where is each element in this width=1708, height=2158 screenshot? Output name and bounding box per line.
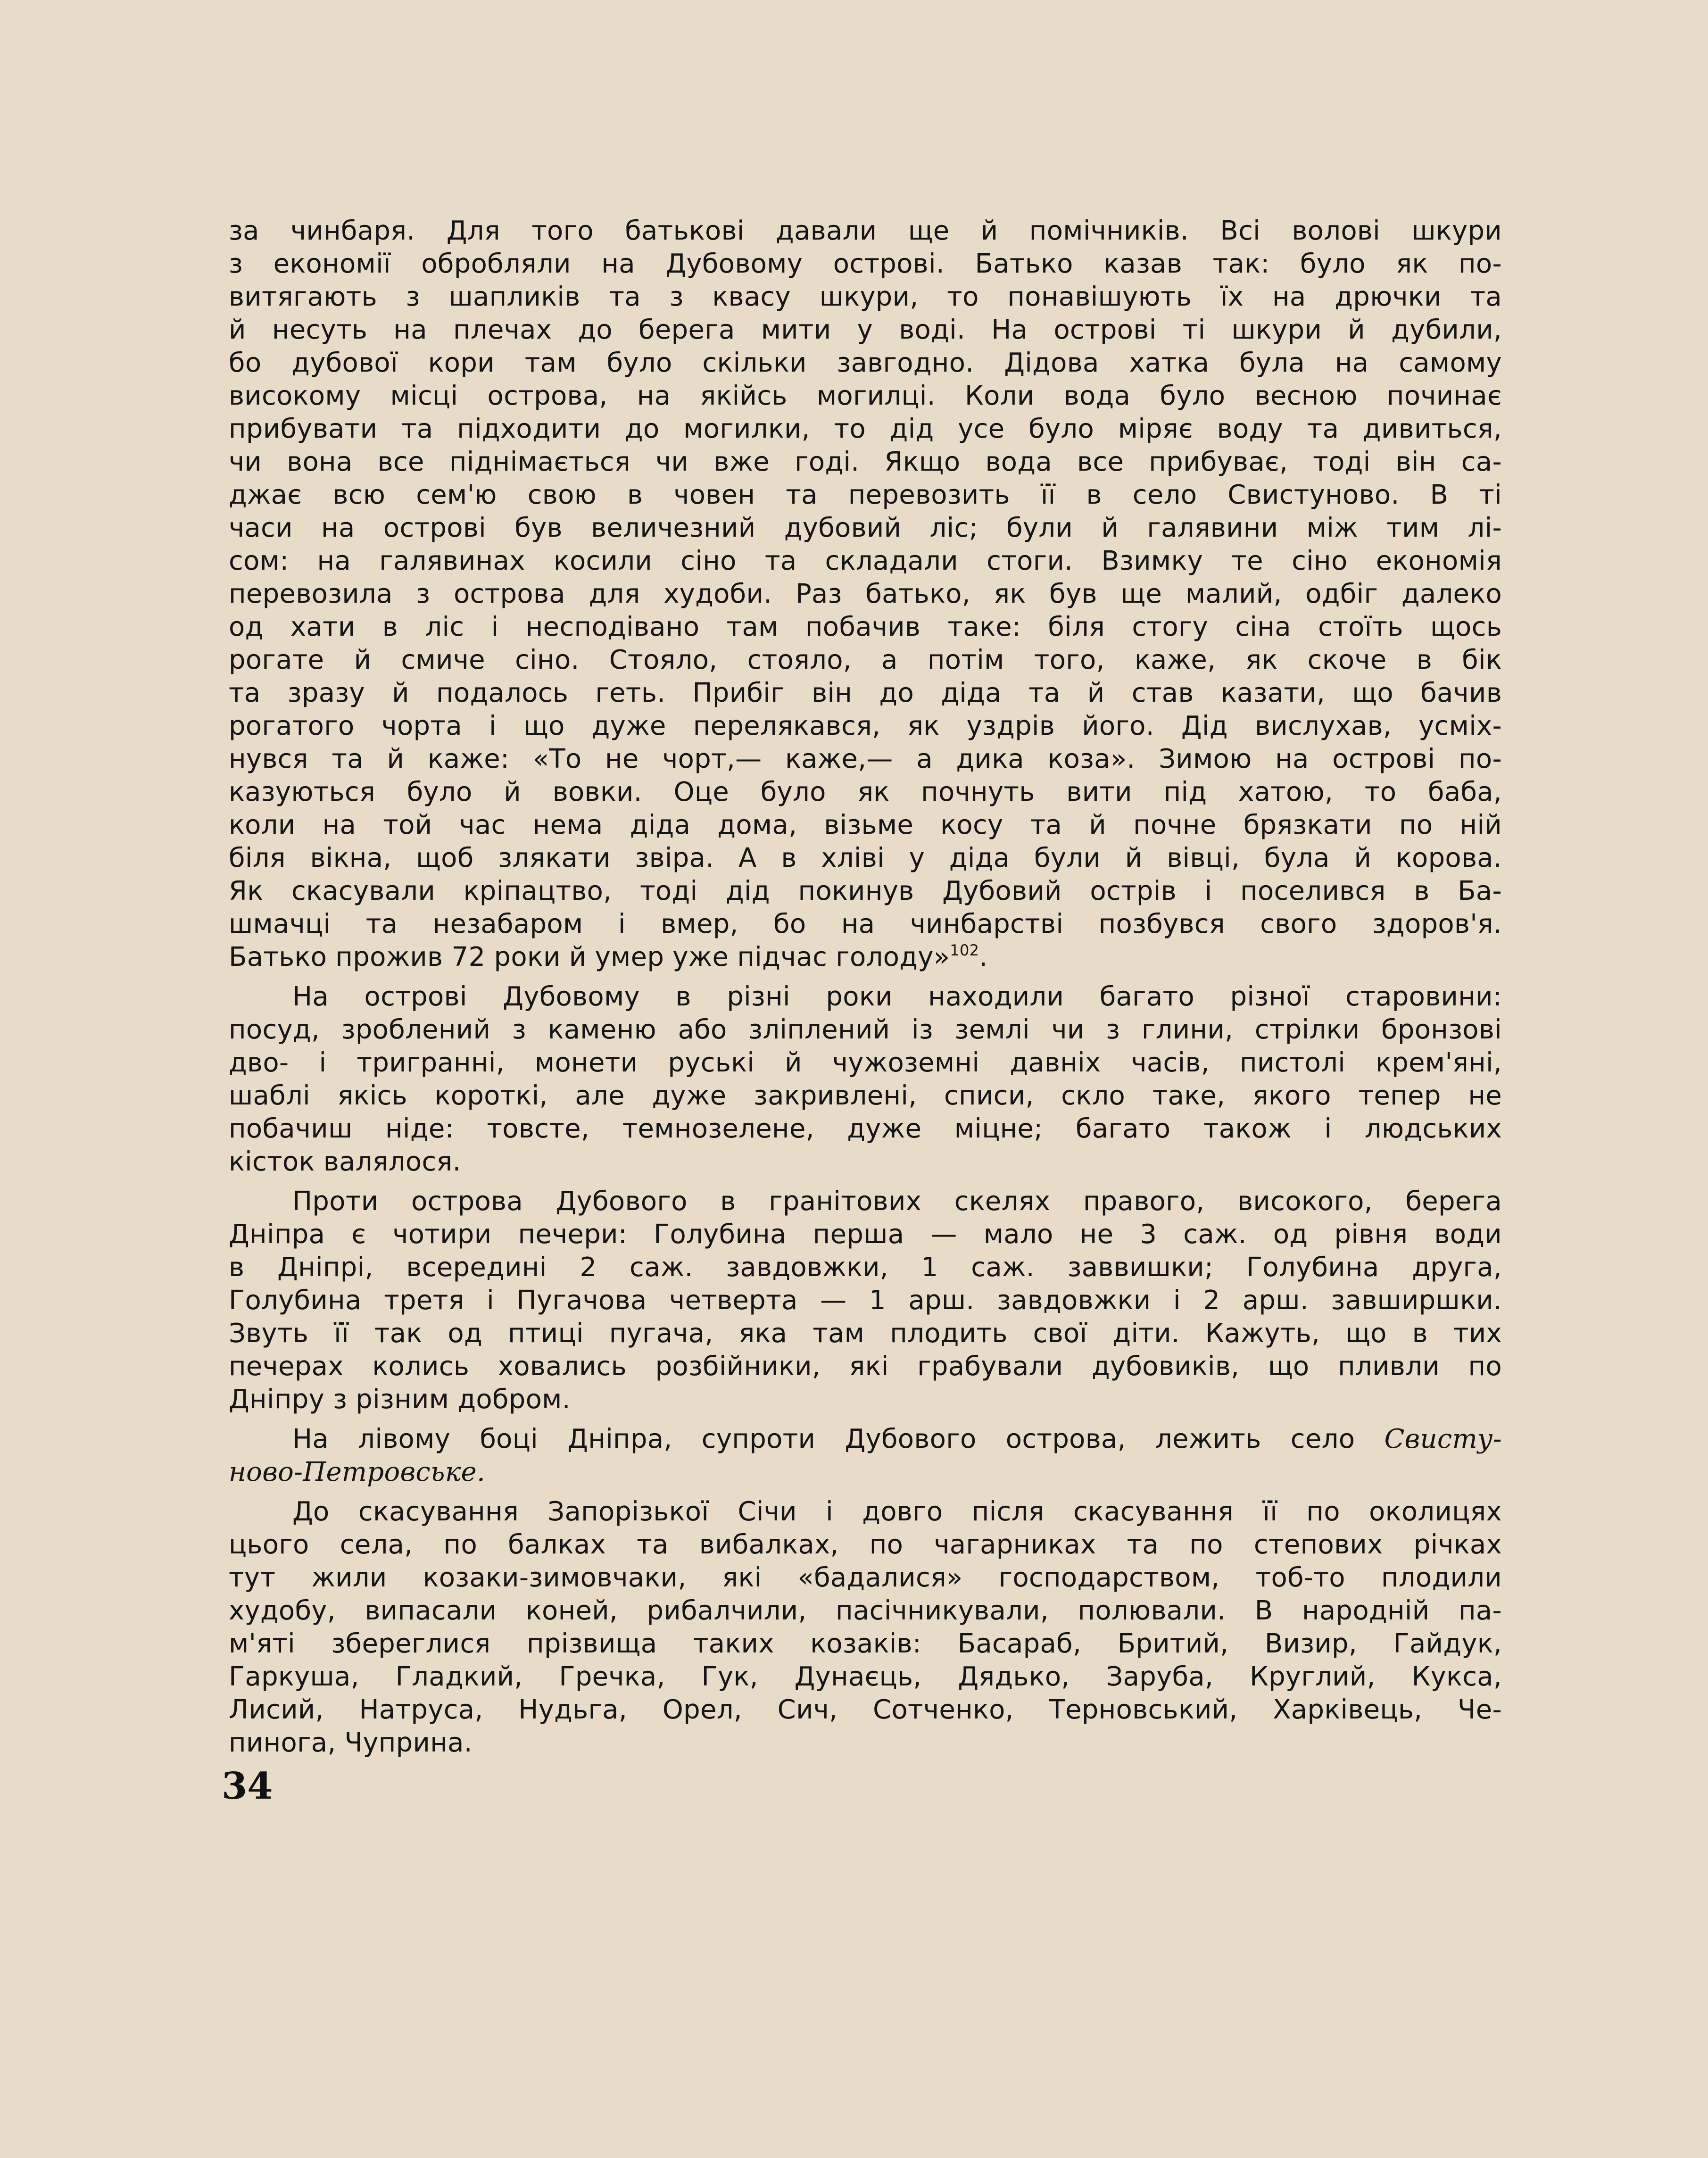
text-line: перевозила з острова для худоби. Раз батько, як був ще малий, одбіг далеко <box>229 579 1502 609</box>
text-line: Лисий, Натруса, Нудьга, Орел, Сич, Сотченко, Терновський, Харківець, Че- <box>229 1694 1502 1725</box>
italic-place-name: Свисту- <box>1384 1424 1502 1454</box>
text-line: в Дніпрі, всередині 2 саж. завдовжки, 1 саж. заввишки; Голубина друга, <box>229 1252 1502 1283</box>
text-line: цього села, по балках та вибалках, по чагарниках та по степових річках <box>229 1529 1502 1560</box>
text-line: біля вікна, щоб злякати звіра. А в хліві у діда були й вівці, була й корова. <box>229 843 1502 873</box>
text-line: Проти острова Дубового в гранітових скелях правого, високого, берега <box>292 1186 1502 1217</box>
text-line: високому місці острова, на якійсь могилці. Коли вода було весною починає <box>229 381 1502 411</box>
text-segment: На лівому боці Дніпра, супроти Дубового острова, лежить село <box>292 1424 1355 1454</box>
text-line: за чинбаря. Для того батьковi давали ще й помічників. Всі волові шкури <box>229 216 1502 246</box>
text-line: коли на той час нема діда дома, візьме косу та й почне брязкати по ній <box>229 810 1502 840</box>
text-line: шаблі якісь короткі, але дуже закривлені, списи, скло таке, якого тепер не <box>229 1080 1502 1111</box>
text-line: рогате й смиче сіно. Стояло, стояло, а потім того, каже, як скоче в бік <box>229 645 1502 675</box>
text-line: рогатого чорта і що дуже перелякався, як уздрів його. Дід вислухав, усміх- <box>229 711 1502 741</box>
text-line: шмачці та незабаром і вмер, бо на чинбарстві позбувся свого здоров'я. <box>229 909 1502 939</box>
text-line: На острові Дубовому в різні роки находили багато різної старовини: <box>292 981 1502 1012</box>
text-line: й несуть на плечах до берега мити у воді. На острові ті шкури й дубили, <box>229 315 1502 345</box>
text-line: Дніпра є чотири печери: Голубина перша — мало не 3 саж. од рівня води <box>229 1219 1502 1250</box>
text-line: До скасування Запорізької Січи і довго після скасування її по околицях <box>292 1496 1502 1527</box>
text-line: часи на острові був величезний дубовий ліс; були й галявини між тим лі- <box>229 513 1502 543</box>
text-line: прибувати та підходити до могилки, то дід усе було міряє воду та дивиться, <box>229 414 1502 444</box>
paragraph-1 <box>229 215 1502 974</box>
text-line <box>229 1423 1502 1456</box>
text-line: Гаркуша, Гладкий, Гречка, Гук, Дунаєць, Дядько, Заруба, Круглий, Кукса, <box>229 1661 1502 1692</box>
paragraph-gap <box>229 1416 1502 1423</box>
text-line: Дніпру з різним добром. <box>229 1384 571 1415</box>
text-line: м'яті збереглися прізвища таких козаків: Басараб, Бритий, Визир, Гайдук, <box>229 1628 1502 1659</box>
text-line: джає всю сем'ю свою в човен та перевозить її в село Свистуново. В ті <box>229 480 1502 510</box>
paragraph-gap <box>229 1179 1502 1185</box>
page-number: 34 <box>222 1765 273 1808</box>
text-line: тут жили козаки-зимовчаки, які «бадалися» господарством, тоб-то плодили <box>229 1562 1502 1593</box>
text-line: худобу, випасали коней, рибалчили, пасічникували, полювали. В народній па- <box>229 1595 1502 1626</box>
paragraph-5 <box>229 1495 1502 1760</box>
text-line: Звуть її так од птиці пугача, яка там плодить свої діти. Кажуть, що в тих <box>229 1318 1502 1349</box>
text-line: витягають з шапликів та з квасу шкури, то понавішують їх на дрючки та <box>229 282 1502 312</box>
text-line <box>229 941 1502 974</box>
paragraph-4 <box>229 1423 1502 1489</box>
text-line: кісток валялося. <box>229 1146 461 1177</box>
period: . <box>979 942 988 972</box>
paragraph-3 <box>229 1185 1502 1416</box>
body-text <box>229 215 1502 1760</box>
text-line: казуються було й вовки. Оце було як почнуть вити під хатою, то баба, <box>229 777 1502 807</box>
text-line: посуд, зроблений з каменю або зліплений із землі чи з глини, стрілки бронзові <box>229 1014 1502 1045</box>
text-line: печерах колись ховались розбійники, які грабували дубовиків, що пливли по <box>229 1351 1502 1382</box>
paragraph-gap <box>229 974 1502 980</box>
footnote-marker: 102 <box>950 941 979 959</box>
text-line: бо дубової кори там було скільки завгодно. Дідова хатка була на самому <box>229 348 1502 378</box>
text-line: чи вона все піднімається чи вже годі. Якщо вода все прибуває, тоді він са- <box>229 447 1502 477</box>
paragraph-gap <box>229 1489 1502 1495</box>
text-line: та зразу й подалось геть. Прибіг він до діда та й став казати, що бачив <box>229 678 1502 708</box>
text-line: пинога, Чуприна. <box>229 1727 473 1758</box>
italic-place-name-cont: ново-Петровське. <box>229 1457 486 1487</box>
text-line: Як скасували кріпацтво, тоді дід покинув Дубовий острів і поселився в Ба- <box>229 876 1502 906</box>
text-line: побачиш ніде: товсте, темнозелене, дуже міцне; багато також і людських <box>229 1113 1502 1144</box>
paragraph-2 <box>229 980 1502 1179</box>
text-line: Голубина третя і Пугачова четверта — 1 арш. завдовжки і 2 арш. завширшки. <box>229 1285 1502 1316</box>
text-line: сом: на галявинах косили сіно та складали стоги. Взимку те сіно економія <box>229 546 1502 576</box>
text-line: дво- і тригранні, монети руські й чужоземні давніх часів, пистолі крем'яні, <box>229 1047 1502 1078</box>
text-line: нувся та й каже: «То не чорт,— каже,— а дика коза». Зимою на острові по- <box>229 744 1502 774</box>
text-line: з економії обробляли на Дубовому острові. Батько казав так: було як по- <box>229 249 1502 279</box>
quote-end-text: Батько прожив 72 роки й умер уже підчас голоду» <box>229 942 950 972</box>
text-line: од хати в ліс і несподівано там побачив таке: біля стогу сіна стоїть щось <box>229 612 1502 642</box>
